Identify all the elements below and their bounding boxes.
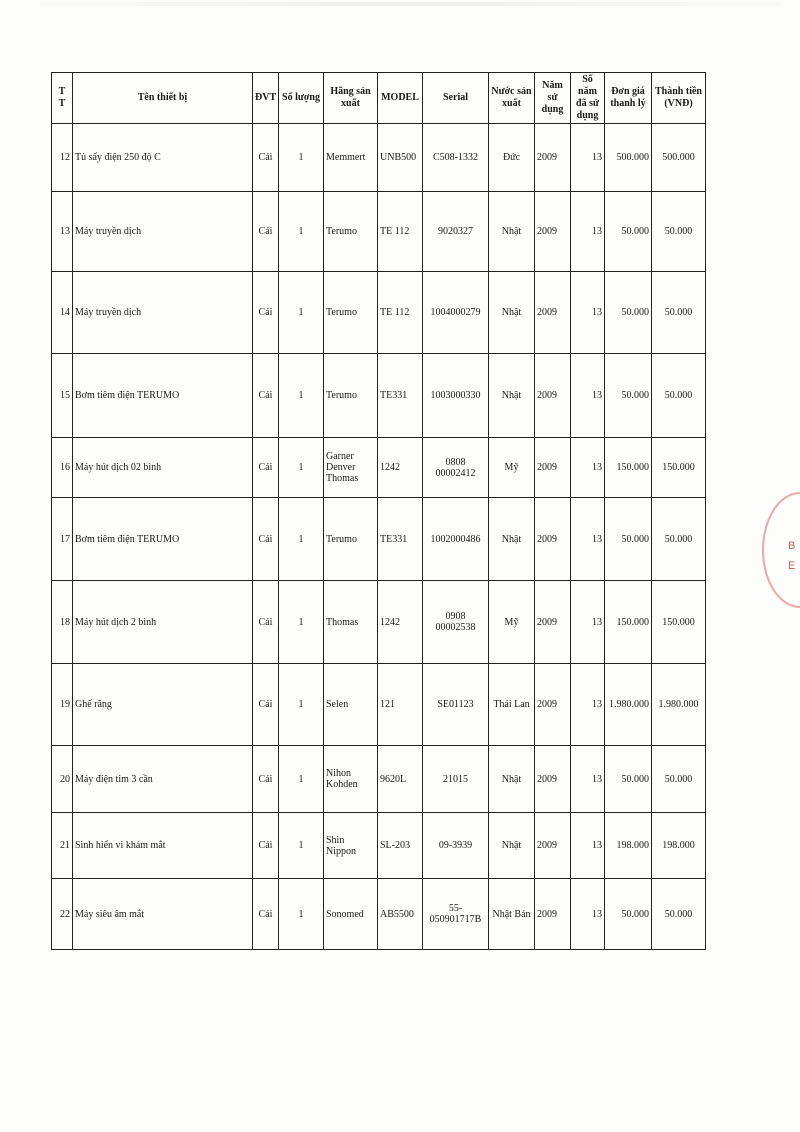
unit-cell: Cái	[253, 813, 279, 879]
country-cell: Nhật	[489, 272, 535, 354]
table-row	[52, 813, 706, 879]
serial-cell: C508-1332	[423, 124, 489, 192]
country-cell: Nhật	[489, 746, 535, 813]
model-cell: TE 112	[378, 192, 423, 272]
unit-price-cell: 500.000	[605, 124, 652, 192]
header-total: Thành tiền (VNĐ)	[652, 73, 706, 124]
table-row	[52, 746, 706, 813]
maker-cell: Thomas	[324, 581, 378, 664]
unit-cell: Cái	[253, 664, 279, 746]
stamp-letter: B	[788, 540, 796, 552]
model-cell: 121	[378, 664, 423, 746]
years-used-cell: 13	[571, 879, 605, 950]
maker-cell: Sonomed	[324, 879, 378, 950]
row-number: 19	[52, 664, 73, 746]
year-cell: 2009	[535, 664, 571, 746]
maker-cell: Garner Denver Thomas	[324, 438, 378, 498]
device-name: Máy điện tim 3 cần	[73, 746, 253, 813]
serial-cell: 09-3939	[423, 813, 489, 879]
total-cell: 198.000	[652, 813, 706, 879]
country-cell: Mỹ	[489, 581, 535, 664]
row-number: 13	[52, 192, 73, 272]
quantity-cell: 1	[279, 813, 324, 879]
table-row	[52, 272, 706, 354]
unit-cell: Cái	[253, 192, 279, 272]
serial-cell: 1002000486	[423, 498, 489, 581]
years-used-cell: 13	[571, 272, 605, 354]
device-name: Bơm tiêm điện TERUMO	[73, 354, 253, 438]
unit-price-cell: 50.000	[605, 192, 652, 272]
header-model: MODEL	[378, 73, 423, 124]
header-serial: Serial	[423, 73, 489, 124]
model-cell: SL-203	[378, 813, 423, 879]
header-year: Năm sử dụng	[535, 73, 571, 124]
row-number: 20	[52, 746, 73, 813]
equipment-table	[51, 72, 706, 950]
device-name: Bơm tiêm điện TERUMO	[73, 498, 253, 581]
year-cell: 2009	[535, 746, 571, 813]
country-cell: Mỹ	[489, 438, 535, 498]
years-used-cell: 13	[571, 746, 605, 813]
maker-cell: Terumo	[324, 498, 378, 581]
serial-cell: 1003000330	[423, 354, 489, 438]
year-cell: 2009	[535, 879, 571, 950]
serial-cell: 9020327	[423, 192, 489, 272]
device-name: Sinh hiển vi khám mắt	[73, 813, 253, 879]
country-cell: Nhật	[489, 498, 535, 581]
year-cell: 2009	[535, 438, 571, 498]
maker-cell: Terumo	[324, 272, 378, 354]
unit-price-cell: 1.980.000	[605, 664, 652, 746]
serial-cell: SE01123	[423, 664, 489, 746]
years-used-cell: 13	[571, 438, 605, 498]
years-used-cell: 13	[571, 581, 605, 664]
header-qty: Số lượng	[279, 73, 324, 124]
year-cell: 2009	[535, 813, 571, 879]
table-row	[52, 354, 706, 438]
quantity-cell: 1	[279, 498, 324, 581]
total-cell: 50.000	[652, 498, 706, 581]
country-cell: Thái Lan	[489, 664, 535, 746]
table-row	[52, 498, 706, 581]
total-cell: 50.000	[652, 879, 706, 950]
quantity-cell: 1	[279, 581, 324, 664]
row-number: 21	[52, 813, 73, 879]
quantity-cell: 1	[279, 272, 324, 354]
maker-cell: Terumo	[324, 354, 378, 438]
year-cell: 2009	[535, 192, 571, 272]
table-row	[52, 438, 706, 498]
model-cell: 1242	[378, 581, 423, 664]
country-cell: Nhật	[489, 192, 535, 272]
unit-price-cell: 150.000	[605, 438, 652, 498]
maker-cell: Terumo	[324, 192, 378, 272]
table-row	[52, 879, 706, 950]
model-cell: TE 112	[378, 272, 423, 354]
year-cell: 2009	[535, 581, 571, 664]
total-cell: 150.000	[652, 438, 706, 498]
row-number: 17	[52, 498, 73, 581]
unit-cell: Cái	[253, 746, 279, 813]
header-tt: T T	[52, 73, 73, 124]
serial-cell: 0808 00002412	[423, 438, 489, 498]
unit-price-cell: 50.000	[605, 272, 652, 354]
device-name: Ghế răng	[73, 664, 253, 746]
table-row	[52, 192, 706, 272]
quantity-cell: 1	[279, 879, 324, 950]
quantity-cell: 1	[279, 664, 324, 746]
row-number: 15	[52, 354, 73, 438]
serial-cell: 21015	[423, 746, 489, 813]
model-cell: UNB500	[378, 124, 423, 192]
quantity-cell: 1	[279, 124, 324, 192]
unit-price-cell: 150.000	[605, 581, 652, 664]
unit-cell: Cái	[253, 124, 279, 192]
quantity-cell: 1	[279, 354, 324, 438]
header-name: Tên thiết bị	[73, 73, 253, 124]
table-row	[52, 124, 706, 192]
header-years-used: Số năm đã sử dụng	[571, 73, 605, 124]
unit-price-cell: 50.000	[605, 498, 652, 581]
years-used-cell: 13	[571, 192, 605, 272]
model-cell: AB5500	[378, 879, 423, 950]
years-used-cell: 13	[571, 498, 605, 581]
device-name: Máy truyền dịch	[73, 192, 253, 272]
row-number: 18	[52, 581, 73, 664]
maker-cell: Nihon Kohden	[324, 746, 378, 813]
years-used-cell: 13	[571, 354, 605, 438]
unit-price-cell: 50.000	[605, 879, 652, 950]
header-unit-price: Đơn giá thanh lý	[605, 73, 652, 124]
unit-cell: Cái	[253, 354, 279, 438]
total-cell: 150.000	[652, 581, 706, 664]
stamp-letter: E	[788, 560, 796, 572]
years-used-cell: 13	[571, 124, 605, 192]
year-cell: 2009	[535, 354, 571, 438]
scan-edge-shadow	[40, 2, 780, 6]
total-cell: 50.000	[652, 192, 706, 272]
table-row	[52, 581, 706, 664]
unit-cell: Cái	[253, 438, 279, 498]
header-maker: Hãng sản xuất	[324, 73, 378, 124]
unit-price-cell: 50.000	[605, 354, 652, 438]
unit-cell: Cái	[253, 498, 279, 581]
table-header-row	[52, 73, 706, 124]
total-cell: 50.000	[652, 272, 706, 354]
unit-price-cell: 198.000	[605, 813, 652, 879]
quantity-cell: 1	[279, 746, 324, 813]
serial-cell: 1004000279	[423, 272, 489, 354]
device-name: Máy truyền dịch	[73, 272, 253, 354]
unit-cell: Cái	[253, 879, 279, 950]
country-cell: Nhật Bản	[489, 879, 535, 950]
total-cell: 50.000	[652, 354, 706, 438]
years-used-cell: 13	[571, 813, 605, 879]
device-name: Máy hút dịch 02 bình	[73, 438, 253, 498]
row-number: 14	[52, 272, 73, 354]
country-cell: Đức	[489, 124, 535, 192]
row-number: 22	[52, 879, 73, 950]
serial-cell: 55-050901717B	[423, 879, 489, 950]
unit-price-cell: 50.000	[605, 746, 652, 813]
row-number: 16	[52, 438, 73, 498]
unit-cell: Cái	[253, 581, 279, 664]
year-cell: 2009	[535, 272, 571, 354]
total-cell: 50.000	[652, 746, 706, 813]
header-unit: ĐVT	[253, 73, 279, 124]
device-name: Tủ sấy điện 250 độ C	[73, 124, 253, 192]
maker-cell: Shin Nippon	[324, 813, 378, 879]
year-cell: 2009	[535, 124, 571, 192]
quantity-cell: 1	[279, 438, 324, 498]
model-cell: TE331	[378, 354, 423, 438]
table-row	[52, 664, 706, 746]
maker-cell: Selen	[324, 664, 378, 746]
header-country: Nước sản xuất	[489, 73, 535, 124]
model-cell: TE331	[378, 498, 423, 581]
model-cell: 1242	[378, 438, 423, 498]
country-cell: Nhật	[489, 354, 535, 438]
row-number: 12	[52, 124, 73, 192]
model-cell: 9620L	[378, 746, 423, 813]
device-name: Máy siêu âm mắt	[73, 879, 253, 950]
year-cell: 2009	[535, 498, 571, 581]
device-name: Máy hút dịch 2 bình	[73, 581, 253, 664]
country-cell: Nhật	[489, 813, 535, 879]
maker-cell: Memmert	[324, 124, 378, 192]
years-used-cell: 13	[571, 664, 605, 746]
total-cell: 1.980.000	[652, 664, 706, 746]
serial-cell: 0908 00002538	[423, 581, 489, 664]
total-cell: 500.000	[652, 124, 706, 192]
unit-cell: Cái	[253, 272, 279, 354]
quantity-cell: 1	[279, 192, 324, 272]
